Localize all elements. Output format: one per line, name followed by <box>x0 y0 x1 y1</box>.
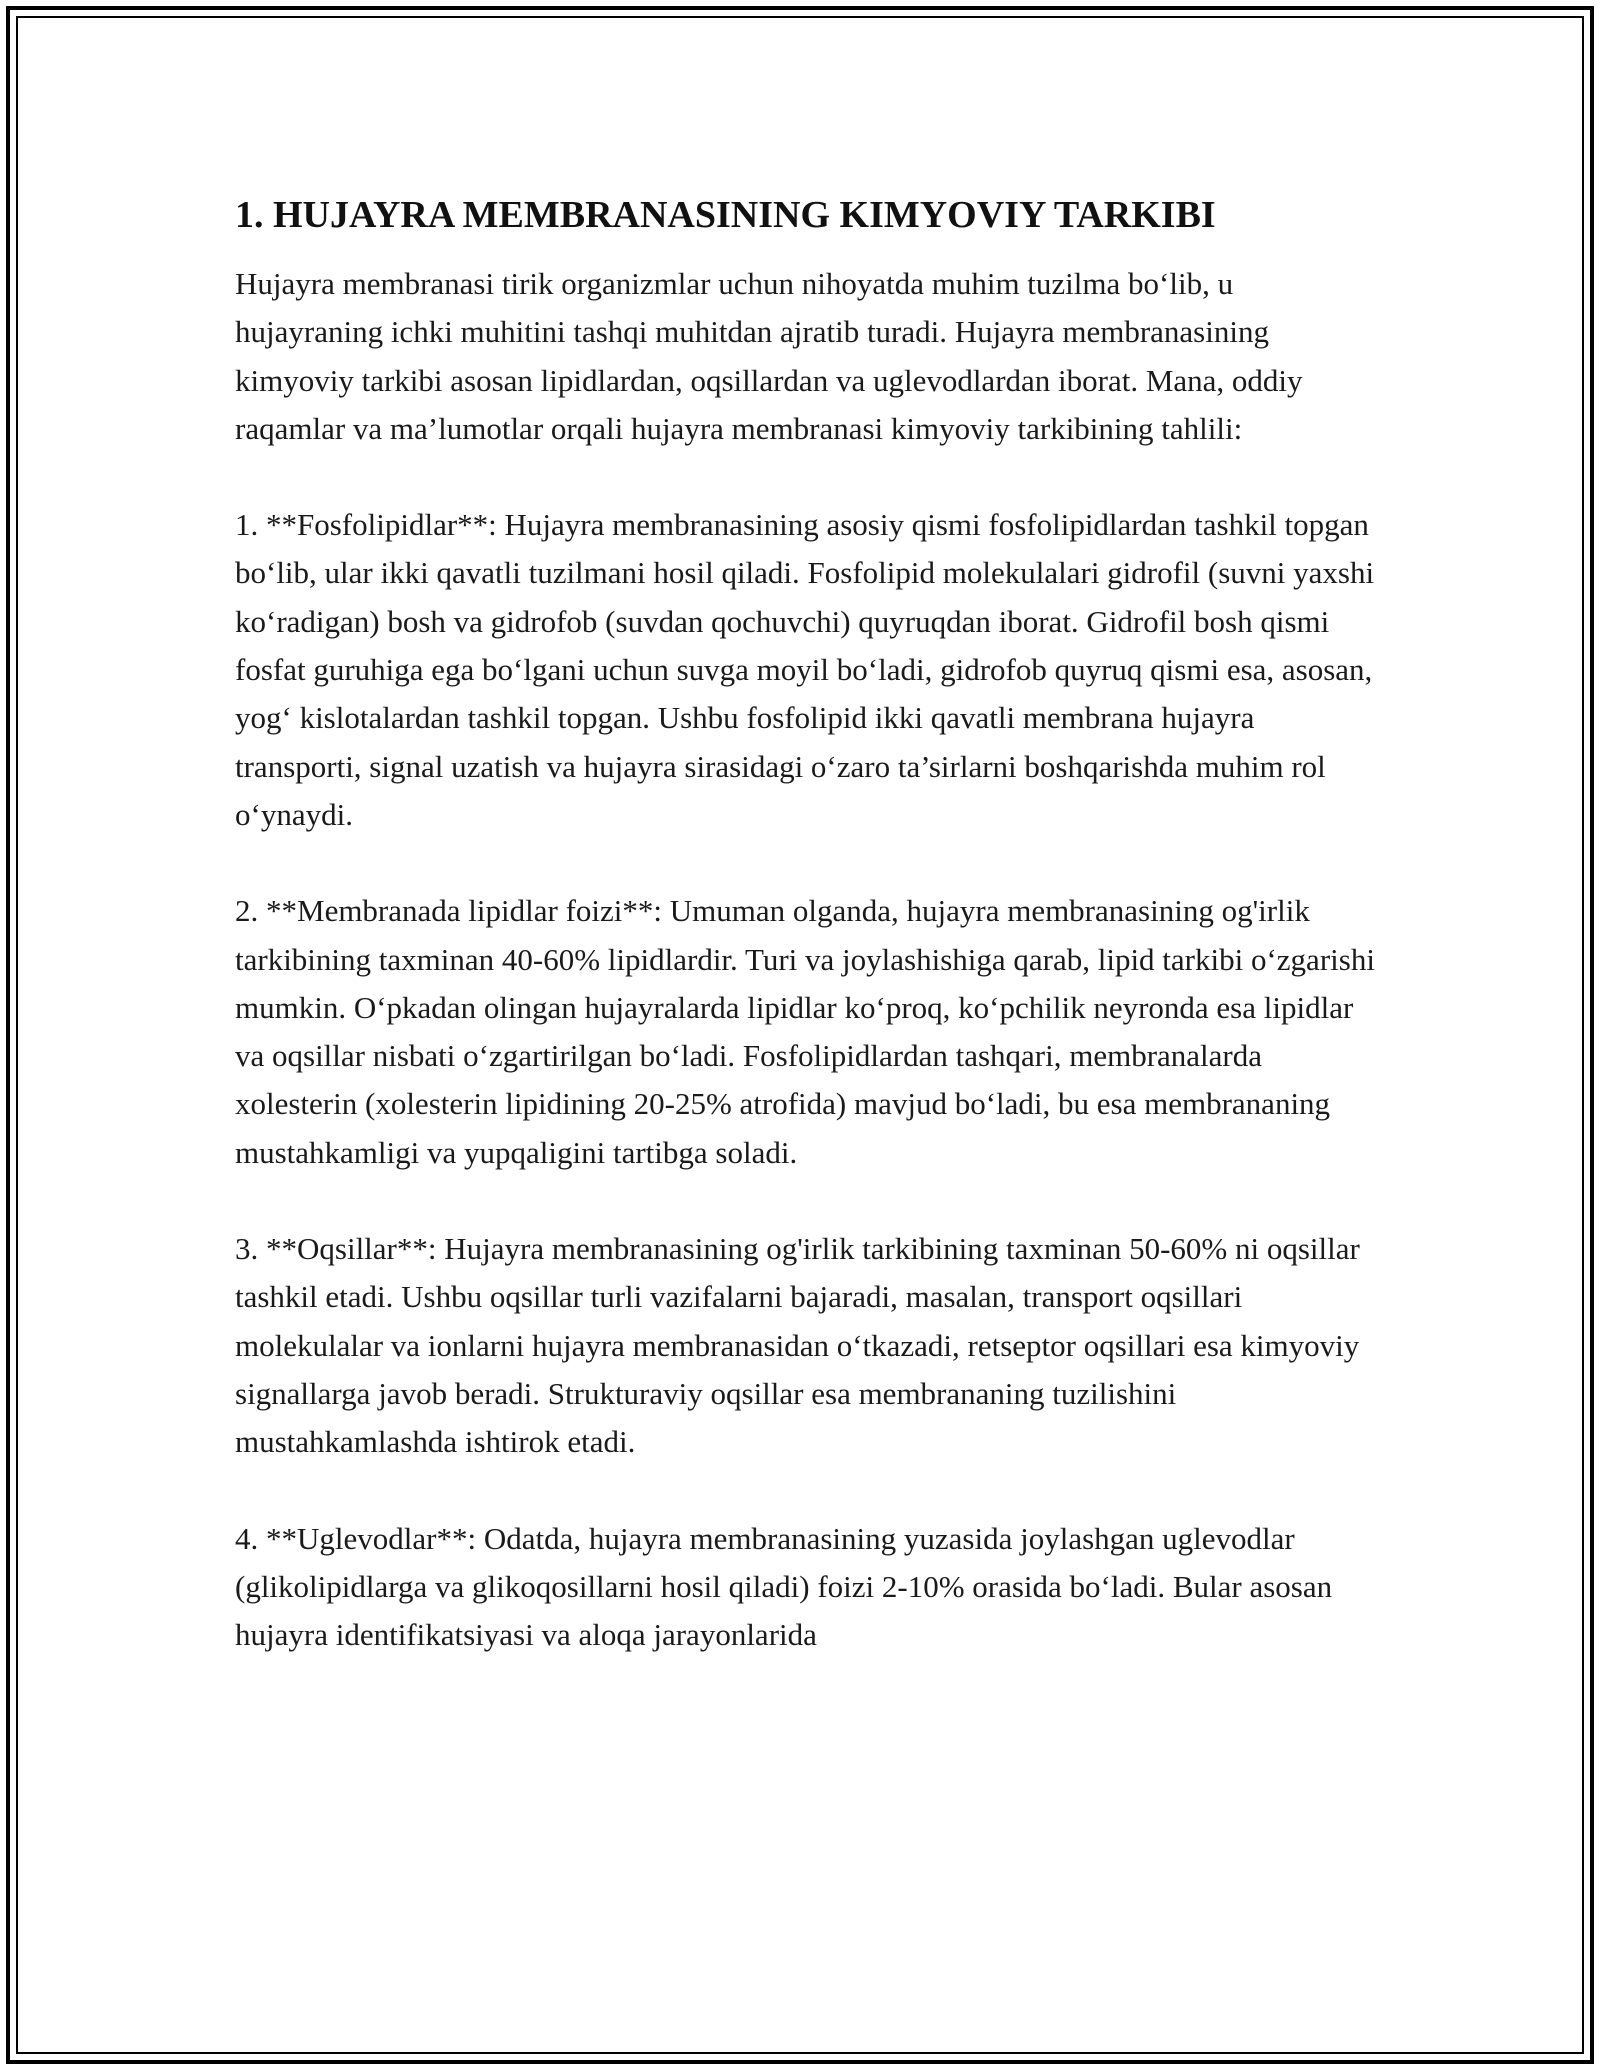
lipid-percentage-paragraph: 2. **Membranada lipidlar foizi**: Umuman olganda, hujayra membranasining og'irlik tarkibining taxminan 40-60% lipidlardir. Turi va joylashishiga qarab, lipid tarkibi o‘zgarishi mumkin. O‘pkadan olingan hujayralarda lipidlar ko‘proq, ko‘pchilik neyronda esa lipidlar va oqsillar nisbati o‘zgartirilgan bo‘ladi. Fosfolipidlardan tashqari, membranalarda xolesterin (xolesterin lipidining 20-25% atrofida) mavjud bo‘ladi, bu esa membrananing mustahkamligi va yupqaligini tartibga soladi. <box>235 893 1375 1170</box>
document-body <box>235 186 1375 1659</box>
proteins-paragraph: 3. **Oqsillar**: Hujayra membranasining og'irlik tarkibining taxminan 50-60% ni oqsillar tashkil etadi. Ushbu oqsillar turli vazifalarni bajaradi, masalan, transport oqsillari molekulalar va ionlarni hujayra membranasidan o‘tkazadi, retseptor oqsillari esa kimyoviy signallarga javob beradi. Strukturaviy oqsillar esa membrananing tuzilishini mustahkamlashda ishtirok etadi. <box>235 1231 1360 1460</box>
document-title: 1. HUJAYRA MEMBRANASINING KIMYOVIY TARKIBI <box>235 194 1216 236</box>
intro-paragraph: Hujayra membranasi tirik organizmlar uchun nihoyatda muhim tuzilma bo‘lib, u hujayraning ichki muhitini tashqi muhitdan ajratib turadi. Hujayra membranasining kimyoviy tarkibi asosan lipidlardan, oqsillardan va uglevodlardan iborat. Mana, oddiy raqamlar va ma’lumotlar orqali hujayra membranasi kimyoviy tarkibining tahlili: <box>235 266 1303 446</box>
carbohydrates-paragraph: 4. **Uglevodlar**: Odatda, hujayra membranasining yuzasida joylashgan uglevodlar (glikolipidlarga va glikoqosillarni hosil qiladi) foizi 2-10% orasida bo‘ladi. Bular asosan hujayra identifikatsiyasi va aloqa jarayonlarida <box>235 1520 1333 1653</box>
phospholipids-paragraph: 1. **Fosfolipidlar**: Hujayra membranasining asosiy qismi fosfolipidlardan tashkil topgan bo‘lib, ular ikki qavatli tuzilmani hosil qiladi. Fosfolipid molekulalari gidrofil (suvni yaxshi ko‘radigan) bosh va gidrofob (suvdan qochuvchi) quyruqdan iborat. Gidrofil bosh qismi fosfat guruhiga ega bo‘lgani uchun suvga moyil bo‘ladi, gidrofob quyruq qismi esa, asosan, yog‘ kislotalardan tashkil topgan. Ushbu fosfolipid ikki qavatli membrana hujayra transporti, signal uzatish va hujayra sirasidagi o‘zaro ta’sirlarni boshqarishda muhim rol o‘ynaydi. <box>235 507 1375 832</box>
